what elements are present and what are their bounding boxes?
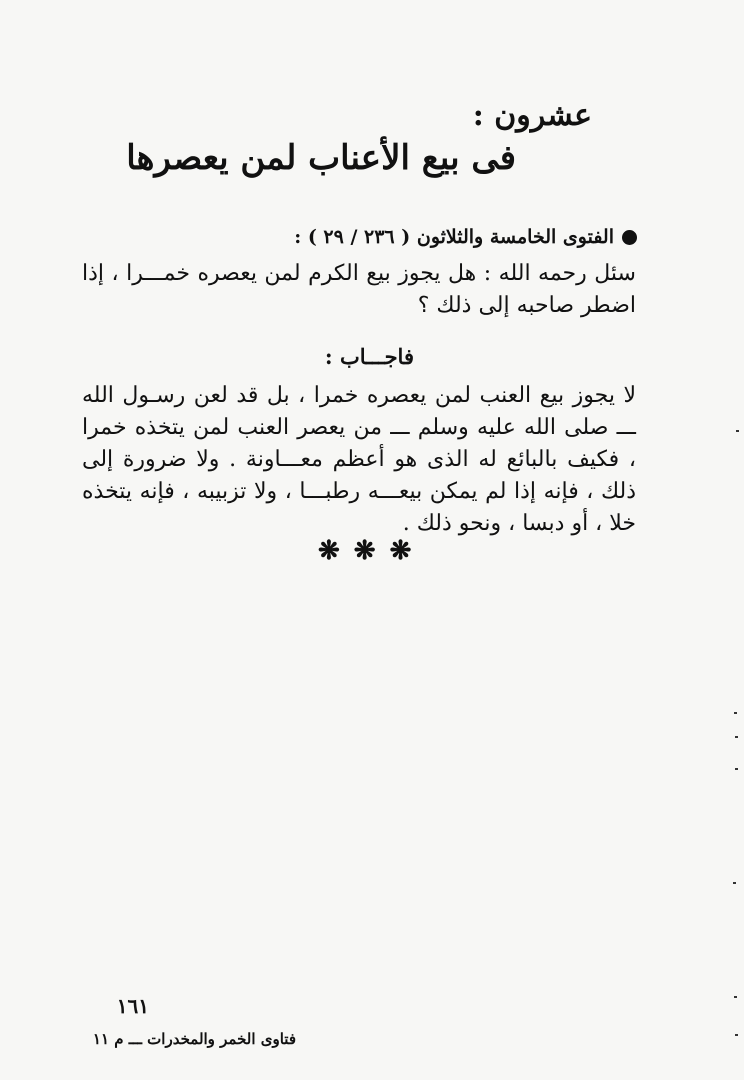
bullet-icon	[622, 230, 637, 245]
scan-speck	[734, 996, 737, 998]
chapter-title: فى بيع الأعناب لمن يعصرها	[126, 138, 516, 178]
scan-speck	[735, 1034, 738, 1036]
scan-speck	[735, 736, 738, 738]
answer-label: فاجـــاب :	[324, 344, 414, 369]
fatwa-heading	[294, 226, 637, 248]
section-separator: ❋❋❋	[318, 536, 426, 566]
question-paragraph: سئل رحمه الله : هل يجوز بيع الكرم لمن يعصره خمـــرا ، إذا اضطر صاحبه إلى ذلك ؟	[82, 261, 636, 318]
fatwa-heading-text: الفتوى الخامسة والثلاثون ( ٢٣٦ / ٢٩ ) :	[294, 226, 614, 248]
scan-speck	[733, 882, 736, 884]
chapter-label: عشرون :	[472, 98, 592, 133]
scan-speck	[734, 712, 737, 714]
page-number: ١٦١	[116, 994, 149, 1018]
running-footer: فتاوى الخمر والمخدرات ـــ م ١١	[92, 1030, 296, 1048]
scan-speck	[735, 768, 738, 770]
answer-paragraph: لا يجوز بيع العنب لمن يعصره خمرا ، بل قد لعن رسـول الله ـــ صلى الله عليه وسلم ـــ من يعصر العنب لمن يتخذه خمرا ، فكيف بالبائع له الذى هو أعظم معـــاونة . ولا ضرورة إلى ذلك ، فإنه إذا لم يمكن بيعـــه رطبـــا ، ولا تزبيبه ، فإنه يتخذه خلا ، أو دبسا ، ونحو ذلك .	[82, 383, 637, 536]
scan-speck	[736, 430, 739, 432]
